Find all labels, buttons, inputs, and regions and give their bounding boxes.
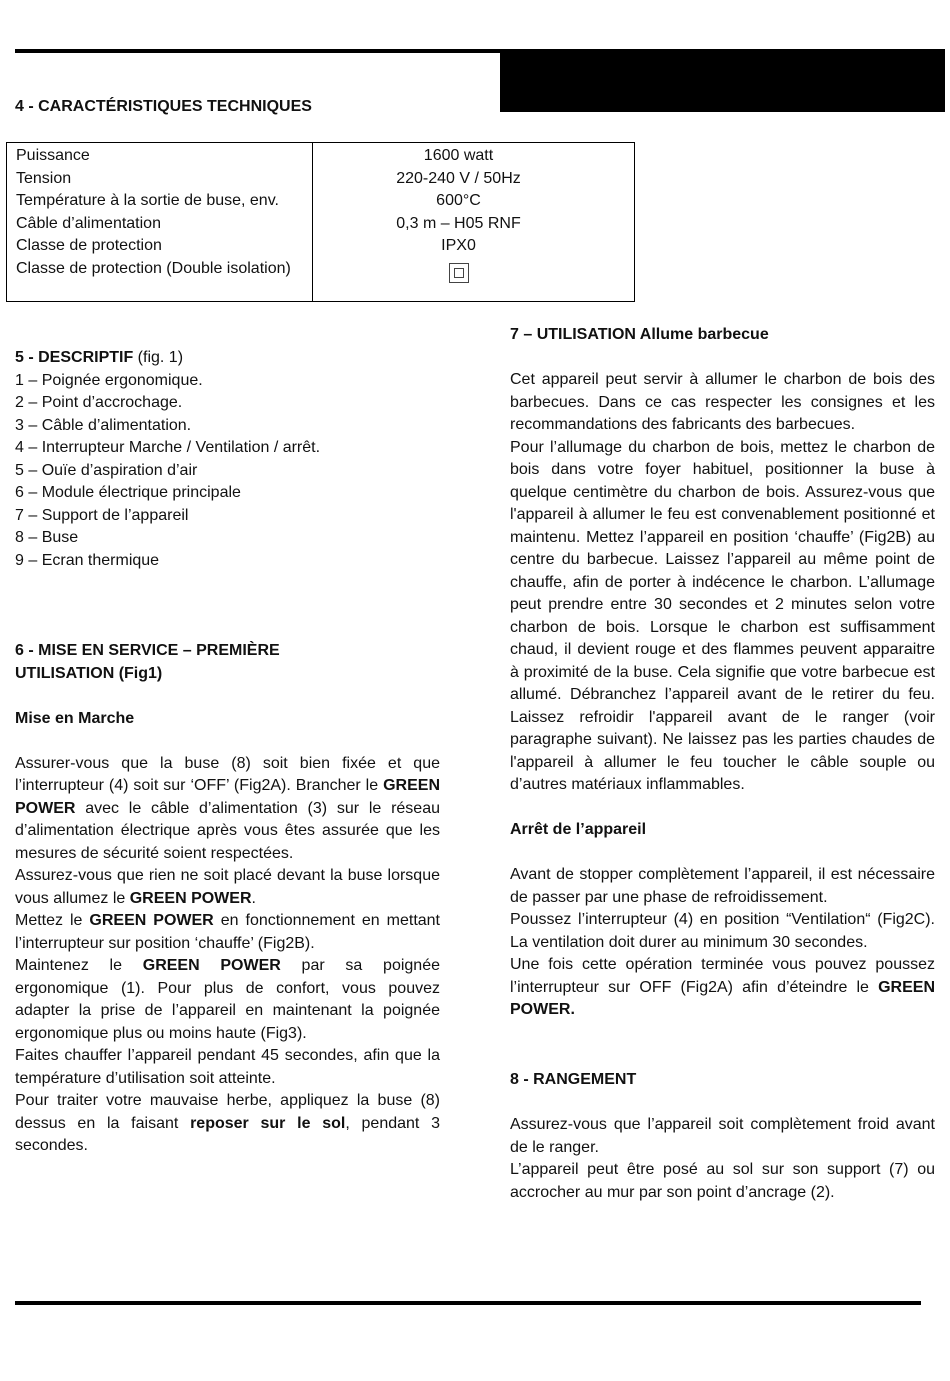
header-black-block: [500, 49, 945, 112]
section8-title: 8 - RANGEMENT: [510, 1071, 637, 1088]
section6-paragraph: Pour traiter votre mauvaise herbe, appliquez la buse (8) dessus en la faisant reposer sur le sol, pendant 3 secondes.: [15, 1092, 441, 1154]
list-item: 2 – Point d’accrochage.: [15, 394, 183, 411]
spec-label: Classe de protection: [16, 237, 162, 254]
section4-title: 4 - CARACTÉRISTIQUES TECHNIQUES: [15, 98, 312, 115]
list-item: 1 – Poignée ergonomique.: [15, 371, 203, 389]
section6-title-line2: UTILISATION (Fig1): [15, 664, 163, 682]
section6-title-line1: 6 - MISE EN SERVICE – PREMIÈRE: [15, 642, 280, 659]
list-item: 3 – Câble d’alimentation.: [15, 416, 192, 434]
spec-value: IPX0: [441, 237, 476, 254]
section6-paragraph: Assurez-vous que rien ne soit placé devant la buse lorsque vous allumez le GREEN POWER.: [15, 867, 440, 907]
double-insulation-icon: [449, 263, 469, 283]
section6-subtitle: Mise en Marche: [15, 709, 135, 727]
section7-title: 7 – UTILISATION Allume barbecue: [510, 326, 769, 343]
section7-paragraph: Poussez l’interrupteur (4) en position “Ventilation“ (Fig2C). La ventilation doit durer au minimum 30 secondes.: [510, 911, 935, 951]
section6-paragraph: Mettez le GREEN POWER en fonctionnement en mettant l’interrupteur sur position ‘chauffe’ (Fig2B).: [15, 912, 441, 952]
spec-label: Puissance: [16, 147, 90, 164]
section6-paragraph: Maintenez le GREEN POWER par sa poignée ergonomique (1). Pour plus de confort, vous pouvez adapter la prise de l’appareil en maintenant la poignée ergonomique plus ou moins haute (Fig3).: [15, 957, 440, 1042]
section8: [510, 1069, 935, 1204]
spec-value: 1600 watt: [423, 147, 494, 164]
left-column: [15, 347, 440, 572]
section7-paragraph: Pour l’allumage du charbon de bois, mettez le charbon de bois dans votre foyer habituel, positionner la buse à quelque centimètre du charbon de bois. Assurez-vous que l'appareil à allumer le feu est convenablement positionné et maintenu. Mettez l’appareil en position ‘chauffe’ (Fig2B) au centre du barbecue. Laissez l’appareil au même point de chauffe, afin de porter à indécence le charbon. L’allumage peut prendre entre 30 secondes et 2 minutes selon votre charbon de bois. Lorsque le charbon est suffisamment chaud, il devient rouge et des flammes peuvent apparaitre à proximité de la buse. Cela signifie que votre barbecue est allumé. Débranchez l’appareil avant de le retirer du feu. Laissez refroidir l'appareil avant de le ranger (voir paragraphe suivant). Ne laissez pas les parties chaudes de l'appareil à allumer le feu toucher le câble souple ou d’autres matériaux inflammables.: [510, 438, 935, 793]
section7-paragraph: Cet appareil peut servir à allumer le charbon de bois des barbecues. Dans ce cas respecter les consignes et les recommandations des fabricants des barbecues.: [510, 371, 935, 433]
specs-table: [6, 142, 635, 302]
list-item: 9 – Ecran thermique: [15, 551, 160, 569]
spec-value: 600°C: [436, 192, 481, 209]
list-item: 4 – Interrupteur Marche / Ventilation / arrêt.: [15, 439, 321, 456]
section5-title: 5 - DESCRIPTIF (fig. 1): [15, 349, 184, 366]
list-item: 5 – Ouïe d’aspiration d’air: [15, 461, 198, 479]
spec-label: Classe de protection (Double isolation): [16, 259, 291, 277]
section7-paragraph: Une fois cette opération terminée vous pouvez poussez l’interrupteur sur OFF (Fig2A) afin d’éteindre le GREEN POWER.: [510, 956, 935, 1018]
section7: [510, 324, 935, 1022]
spec-label: Température à la sortie de buse, env.: [16, 192, 279, 209]
spec-label: Tension: [16, 169, 72, 187]
spec-label: Câble d’alimentation: [16, 214, 161, 232]
bottom-rule: [15, 1301, 921, 1305]
list-item: 8 – Buse: [15, 529, 79, 546]
section6-paragraph: Faites chauffer l’appareil pendant 45 secondes, afin que la température d’utilisation soit atteinte.: [15, 1047, 440, 1087]
section8-paragraph: L’appareil peut être posé au sol sur son support (7) ou accrocher au mur par son point d’ancrage (2).: [510, 1161, 935, 1201]
list-item: 6 – Module électrique principale: [15, 484, 241, 501]
section8-paragraph: Assurez-vous que l’appareil soit complètement froid avant de le ranger.: [510, 1116, 935, 1156]
specs-values: [313, 143, 635, 302]
section6-paragraph: Assurer-vous que la buse (8) soit bien fixée et que l’interrupteur (4) soit sur ‘OFF’ (Fig2A). Brancher le GREEN POWER avec le câble d’alimentation (3) sur le réseau d’alimentation électrique après vous êtes assurée que les mesures de sécurité soient respectées.: [15, 754, 440, 862]
spec-value: 220-240 V / 50Hz: [396, 169, 521, 187]
specs-labels: [7, 143, 313, 302]
section6: [15, 640, 440, 1158]
list-item: 7 – Support de l’appareil: [15, 506, 189, 524]
section7-subtitle: Arrêt de l’appareil: [510, 821, 647, 838]
spec-value: 0,3 m – H05 RNF: [396, 214, 521, 232]
section7-paragraph: Avant de stopper complètement l’appareil, il est nécessaire de passer par une phase de refroidissement.: [510, 866, 935, 906]
